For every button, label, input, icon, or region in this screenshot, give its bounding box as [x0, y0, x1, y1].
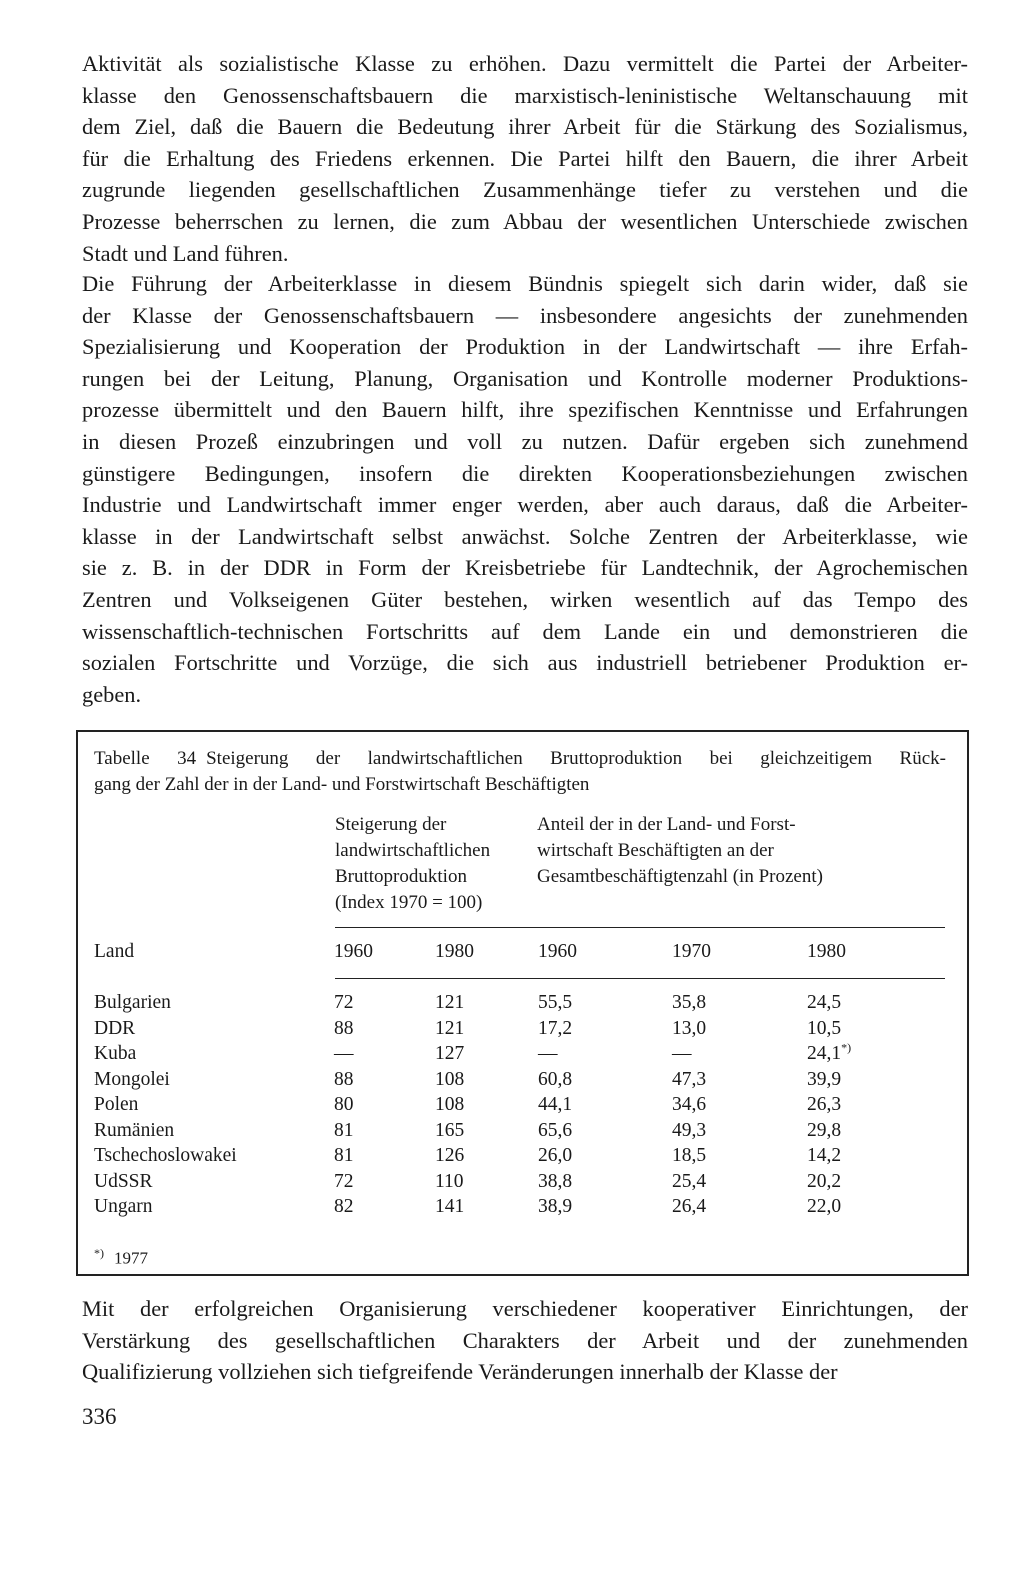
- cell-share-1980: 20,2: [807, 1170, 842, 1192]
- text-line: für die Erhaltung des Friedens erkennen. Die Partei hilft den Bauern, die ihrer Arbeit: [82, 145, 968, 171]
- cell-share-1970: 13,0: [672, 1017, 707, 1039]
- footnote-reference: *): [841, 1040, 852, 1055]
- table-row: [78, 1041, 967, 1067]
- text-line: Verstärkung des gesellschaftlichen Charakters der Arbeit und der zunehmenden: [82, 1327, 968, 1353]
- text-line: Mit der erfolgreichen Organisierung verschiedener kooperativer Einrichtungen, der: [82, 1296, 968, 1321]
- group-header-line: Bruttoproduktion: [335, 866, 467, 887]
- table-footnote: [94, 1242, 148, 1270]
- cell-share-1960: 60,8: [538, 1068, 573, 1090]
- cell-index-1960: 81: [334, 1145, 354, 1166]
- text-line: sozialen Fortschritte und Vorzüge, die sich aus industriell betriebener Produktion er-: [82, 650, 968, 676]
- cell-land: Kuba: [94, 1043, 137, 1064]
- text-line: günstigere Bedingungen, insofern die direkten Kooperationsbeziehungen zwischen: [82, 460, 968, 486]
- paragraph-1: [82, 48, 968, 269]
- cell-share-1970: 18,5: [672, 1145, 707, 1166]
- cell-share-1960: 55,5: [538, 992, 573, 1013]
- cell-index-1960: 88: [334, 1017, 354, 1039]
- cell-share-1960: 44,1: [538, 1094, 573, 1115]
- cell-land: Ungarn: [94, 1196, 153, 1217]
- table-row: [78, 1118, 967, 1144]
- table-row: [78, 1067, 967, 1093]
- cell-share-1970: 35,8: [672, 992, 707, 1013]
- text-line: Qualifizierung vollziehen sich tiefgreifende Veränderungen innerhalb der Klasse der: [82, 1359, 838, 1385]
- cell-share-1960: 17,2: [538, 1017, 573, 1039]
- cell-land: Polen: [94, 1094, 139, 1115]
- table-34: [76, 730, 969, 1276]
- text-line: Spezialisierung und Kooperation der Produktion in der Landwirtschaft — ihre Erfah-: [82, 334, 968, 360]
- text-line: klasse den Genossenschaftsbauern die marxistisch-leninistische Weltanschauung mit: [82, 82, 968, 108]
- footnote-mark: *): [94, 1246, 104, 1260]
- cell-share-1960: 38,9: [538, 1196, 573, 1217]
- cell-share-1960: 65,6: [538, 1119, 573, 1141]
- table-row: [78, 1016, 967, 1042]
- group-header-employment-share: [537, 812, 823, 890]
- cell-index-1960: 80: [334, 1094, 354, 1115]
- paragraph-3: [82, 1293, 968, 1388]
- table-body: [78, 990, 967, 1220]
- cell-share-1960: 26,0: [538, 1145, 573, 1166]
- group-header-line: wirtschaft Beschäftigten an der: [537, 840, 774, 861]
- cell-share-1970: 34,6: [672, 1094, 707, 1115]
- text-line: der Klasse der Genossenschaftsbauern — insbesondere angesichts der zunehmenden: [82, 302, 968, 328]
- column-header-share-1970: 1970: [672, 941, 711, 962]
- cell-share-1980: 10,5: [807, 1017, 842, 1039]
- text-line: Aktivität als sozialistische Klasse zu erhöhen. Dazu vermittelt die Partei der Arbeiter-: [82, 51, 968, 76]
- page-number: 336: [82, 1404, 117, 1429]
- group-header-line: Gesamtbeschäftigtenzahl (in Prozent): [537, 866, 823, 887]
- text-line: dem Ziel, daß die Bauern die Bedeutung ihrer Arbeit für die Stärkung des Sozialismus,: [82, 114, 968, 140]
- group-header-line: Steigerung der: [335, 814, 447, 835]
- text-line: in diesen Prozeß einzubringen und voll zu nutzen. Dafür ergeben sich zunehmend: [82, 428, 968, 454]
- text-line: klasse in der Landwirtschaft selbst anwächst. Solche Zentren der Arbeiterklasse, wie: [82, 523, 968, 549]
- column-header-share-1980: 1980: [807, 941, 846, 962]
- column-header-index-1980: 1980: [435, 941, 474, 962]
- text-line: Prozesse beherrschen zu lernen, die zum Abbau der wesentlichen Unterschiede zwischen: [82, 208, 968, 234]
- cell-index-1960: 88: [334, 1068, 354, 1090]
- text-line: zugrunde liegenden gesellschaftlichen Zusammenhänge tiefer zu verstehen und die: [82, 177, 968, 203]
- cell-land: Tschechoslowakei: [94, 1145, 237, 1166]
- cell-index-1980: 127: [435, 1043, 465, 1064]
- caption-line-2: gang der Zahl der in der Land- und Forstwirtschaft Beschäftigten: [94, 774, 590, 795]
- cell-share-1970: 25,4: [672, 1170, 707, 1192]
- cell-index-1980: 108: [435, 1068, 465, 1090]
- cell-share-1970: 49,3: [672, 1119, 707, 1141]
- table-row: [78, 990, 967, 1016]
- paragraph-2: [82, 268, 968, 710]
- table-row: [78, 1194, 967, 1220]
- cell-index-1980: 121: [435, 992, 465, 1013]
- cell-share-1960: —: [538, 1043, 558, 1064]
- group-header-line: Anteil der in der Land- und Forst-: [537, 814, 796, 835]
- cell-index-1980: 165: [435, 1119, 465, 1141]
- cell-share-1980: 22,0: [807, 1196, 842, 1217]
- column-header-share-1960: 1960: [538, 941, 577, 962]
- cell-index-1960: 81: [334, 1119, 354, 1141]
- text-line: Die Führung der Arbeiterklasse in diesem Bündnis spiegelt sich darin wider, daß sie: [82, 271, 968, 296]
- column-header-index-1960: 1960: [334, 941, 373, 962]
- cell-share-1960: 38,8: [538, 1170, 573, 1192]
- group-header-line: landwirtschaftlichen: [335, 840, 491, 861]
- cell-index-1980: 121: [435, 1017, 465, 1039]
- cell-share-1980: 14,2: [807, 1145, 842, 1166]
- text-line: Stadt und Land führen.: [82, 240, 289, 266]
- text-line: sie z. B. in der DDR in Form der Kreisbetriebe für Landtechnik, der Agrochemischen: [82, 555, 968, 581]
- cell-land: Bulgarien: [94, 992, 171, 1013]
- cell-share-1980: 26,3: [807, 1094, 842, 1115]
- table-rule-bottom: [335, 978, 945, 979]
- cell-land: Rumänien: [94, 1119, 175, 1141]
- cell-share-1980: 24,1*): [807, 1040, 852, 1064]
- cell-index-1960: —: [334, 1043, 354, 1064]
- cell-share-1980: 39,9: [807, 1068, 842, 1090]
- footnote-text: 1977: [114, 1248, 148, 1268]
- cell-index-1980: 126: [435, 1145, 465, 1166]
- cell-index-1980: 108: [435, 1094, 465, 1115]
- column-header-land: Land: [94, 941, 135, 962]
- table-caption: [94, 746, 946, 798]
- table-row: [78, 1143, 967, 1169]
- text-line: rungen bei der Leitung, Planung, Organisation und Kontrolle moderner Produktions-: [82, 365, 968, 391]
- table-row: [78, 1169, 967, 1195]
- text-line: Zentren und Volkseigenen Güter bestehen, wirken wesentlich auf das Tempo des: [82, 586, 968, 612]
- cell-index-1960: 82: [334, 1196, 354, 1217]
- cell-land: Mongolei: [94, 1068, 170, 1090]
- cell-index-1960: 72: [334, 1170, 354, 1192]
- cell-land: UdSSR: [94, 1170, 153, 1192]
- cell-land: DDR: [94, 1017, 136, 1039]
- text-line: prozesse übermittelt und den Bauern hilft, ihre spezifischen Kenntnisse und Erfahrungen: [82, 397, 968, 423]
- table-label: Tabelle 34: [94, 748, 197, 769]
- cell-share-1980: 24,5: [807, 992, 842, 1013]
- group-header-production-index: [335, 812, 490, 916]
- cell-share-1980: 29,8: [807, 1119, 842, 1141]
- cell-index-1980: 110: [435, 1170, 464, 1192]
- table-rule-top: [335, 927, 945, 928]
- text-line: Industrie und Landwirtschaft immer enger werden, aber auch daraus, daß die Arbeiter-: [82, 492, 968, 518]
- cell-index-1960: 72: [334, 992, 354, 1013]
- table-row: [78, 1092, 967, 1118]
- cell-share-1970: 26,4: [672, 1196, 707, 1217]
- caption-line-1: Tabelle 34 Steigerung der landwirtschaftlichen Bruttoproduktion bei gleichzeitigem Rück-: [94, 748, 946, 769]
- cell-share-1970: —: [672, 1043, 692, 1064]
- cell-share-1970: 47,3: [672, 1068, 707, 1090]
- cell-index-1980: 141: [435, 1196, 465, 1217]
- group-header-line: (Index 1970 = 100): [335, 892, 483, 913]
- text-line: geben.: [82, 681, 142, 707]
- text-line: wissenschaftlich-technischen Fortschritts auf dem Lande ein und demonstrieren die: [82, 618, 968, 644]
